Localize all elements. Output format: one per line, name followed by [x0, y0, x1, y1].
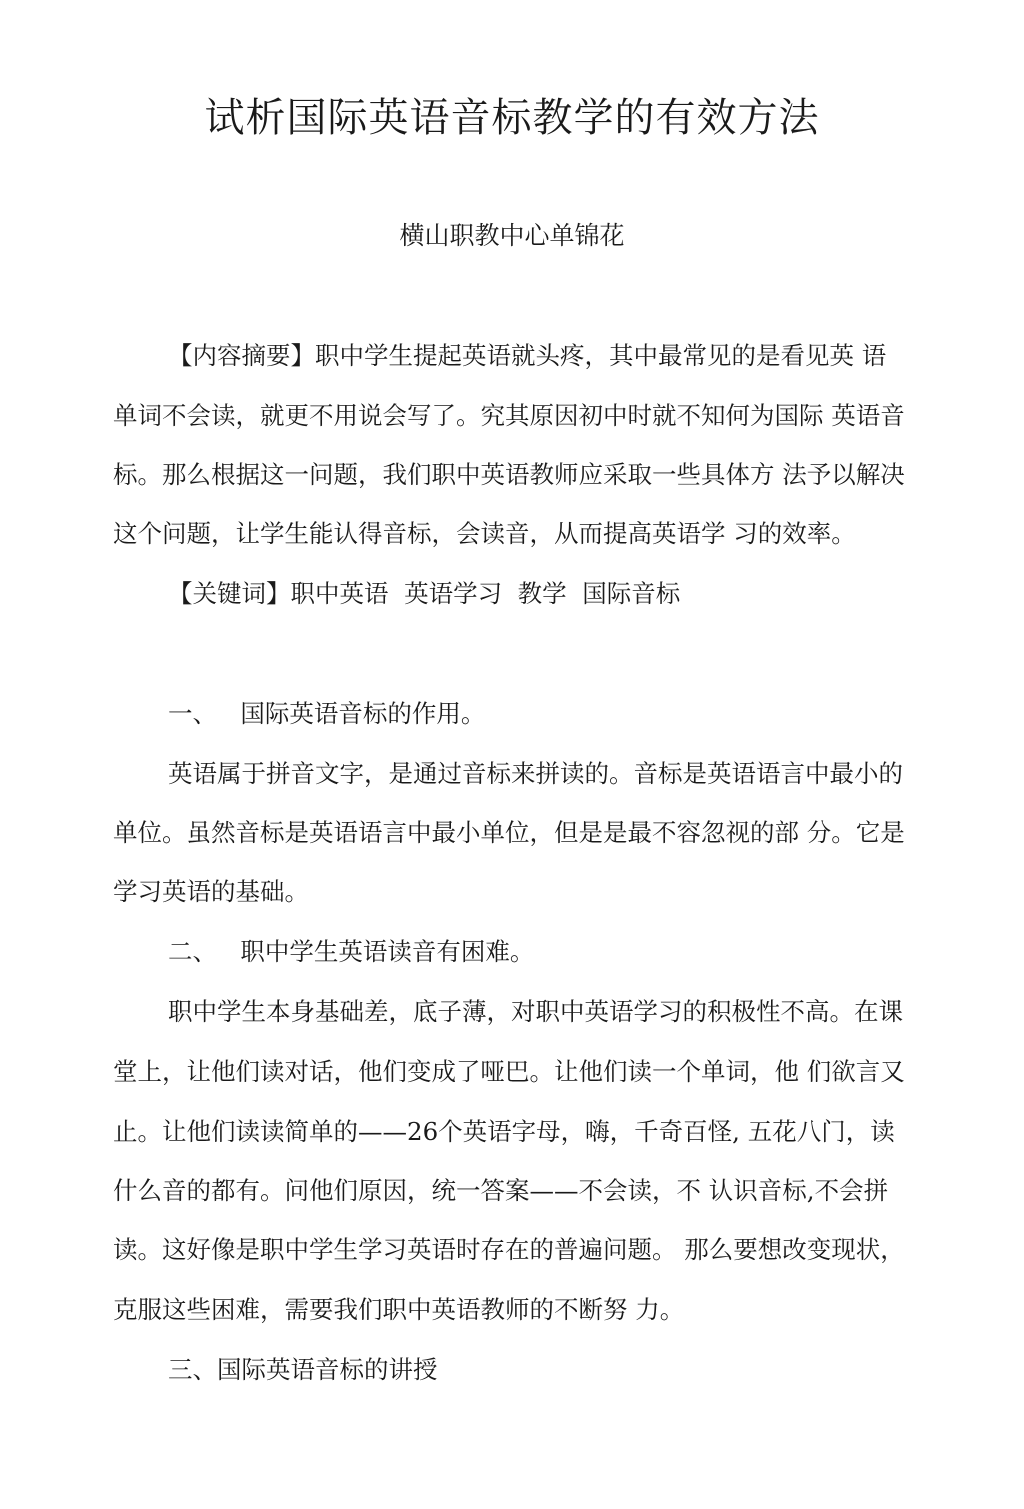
paragraph-line: 职中学生本身基础差，底子薄，对职中英语学习的积极性不高。在课 — [168, 997, 903, 1026]
section-heading-3: 三、国际英语音标的讲授 — [168, 1355, 438, 1384]
section-heading-2: 二、 职中学生英语读音有困难。 — [168, 937, 535, 966]
paragraph-line: 堂上，让他们读对话，他们变成了哑巴。让他们读一个单词，他 们欲言又 — [113, 1057, 905, 1086]
document-title: 试析国际英语音标教学的有效方法 — [204, 95, 820, 141]
paragraph-line: 英语属于拼音文字，是通过音标来拼读的。音标是英语语言中最小的 — [168, 759, 903, 788]
abstract-line: 单词不会读，就更不用说会写了。究其原因初中时就不知何为国际 英语音 — [113, 401, 905, 430]
paragraph-line: 单位。虽然音标是英语语言中最小单位，但是是最不容忽视的部 分。它是 — [113, 818, 905, 847]
paragraph-line: 学习英语的基础。 — [113, 877, 309, 906]
author-line: 横山职教中心单锦花 — [399, 221, 625, 250]
paragraph-line: 止。让他们读读简单的——26个英语字母，嗨，千奇百怪, 五花八门，读 — [113, 1117, 895, 1146]
abstract-line: 【内容摘要】职中学生提起英语就头疼，其中最常见的是看见英 语 — [168, 341, 887, 370]
keywords-line: 【关键词】职中英语 英语学习 教学 国际音标 — [168, 579, 681, 608]
abstract-line: 标。那么根据这一问题，我们职中英语教师应采取一些具体方 法予以解决 — [113, 460, 905, 489]
paragraph-line: 克服这些困难，需要我们职中英语教师的不断努 力。 — [113, 1295, 685, 1324]
section-heading-1: 一、 国际英语音标的作用。 — [168, 699, 486, 728]
paragraph-line: 什么音的都有。问他们原因，统一答案——不会读，不 认识音标,不会拼 — [113, 1176, 889, 1205]
paragraph-line: 读。这好像是职中学生学习英语时存在的普遍问题。 那么要想改变现状， — [113, 1235, 905, 1264]
abstract-line: 这个问题，让学生能认得音标，会读音，从而提高英语学 习的效率。 — [113, 519, 856, 548]
